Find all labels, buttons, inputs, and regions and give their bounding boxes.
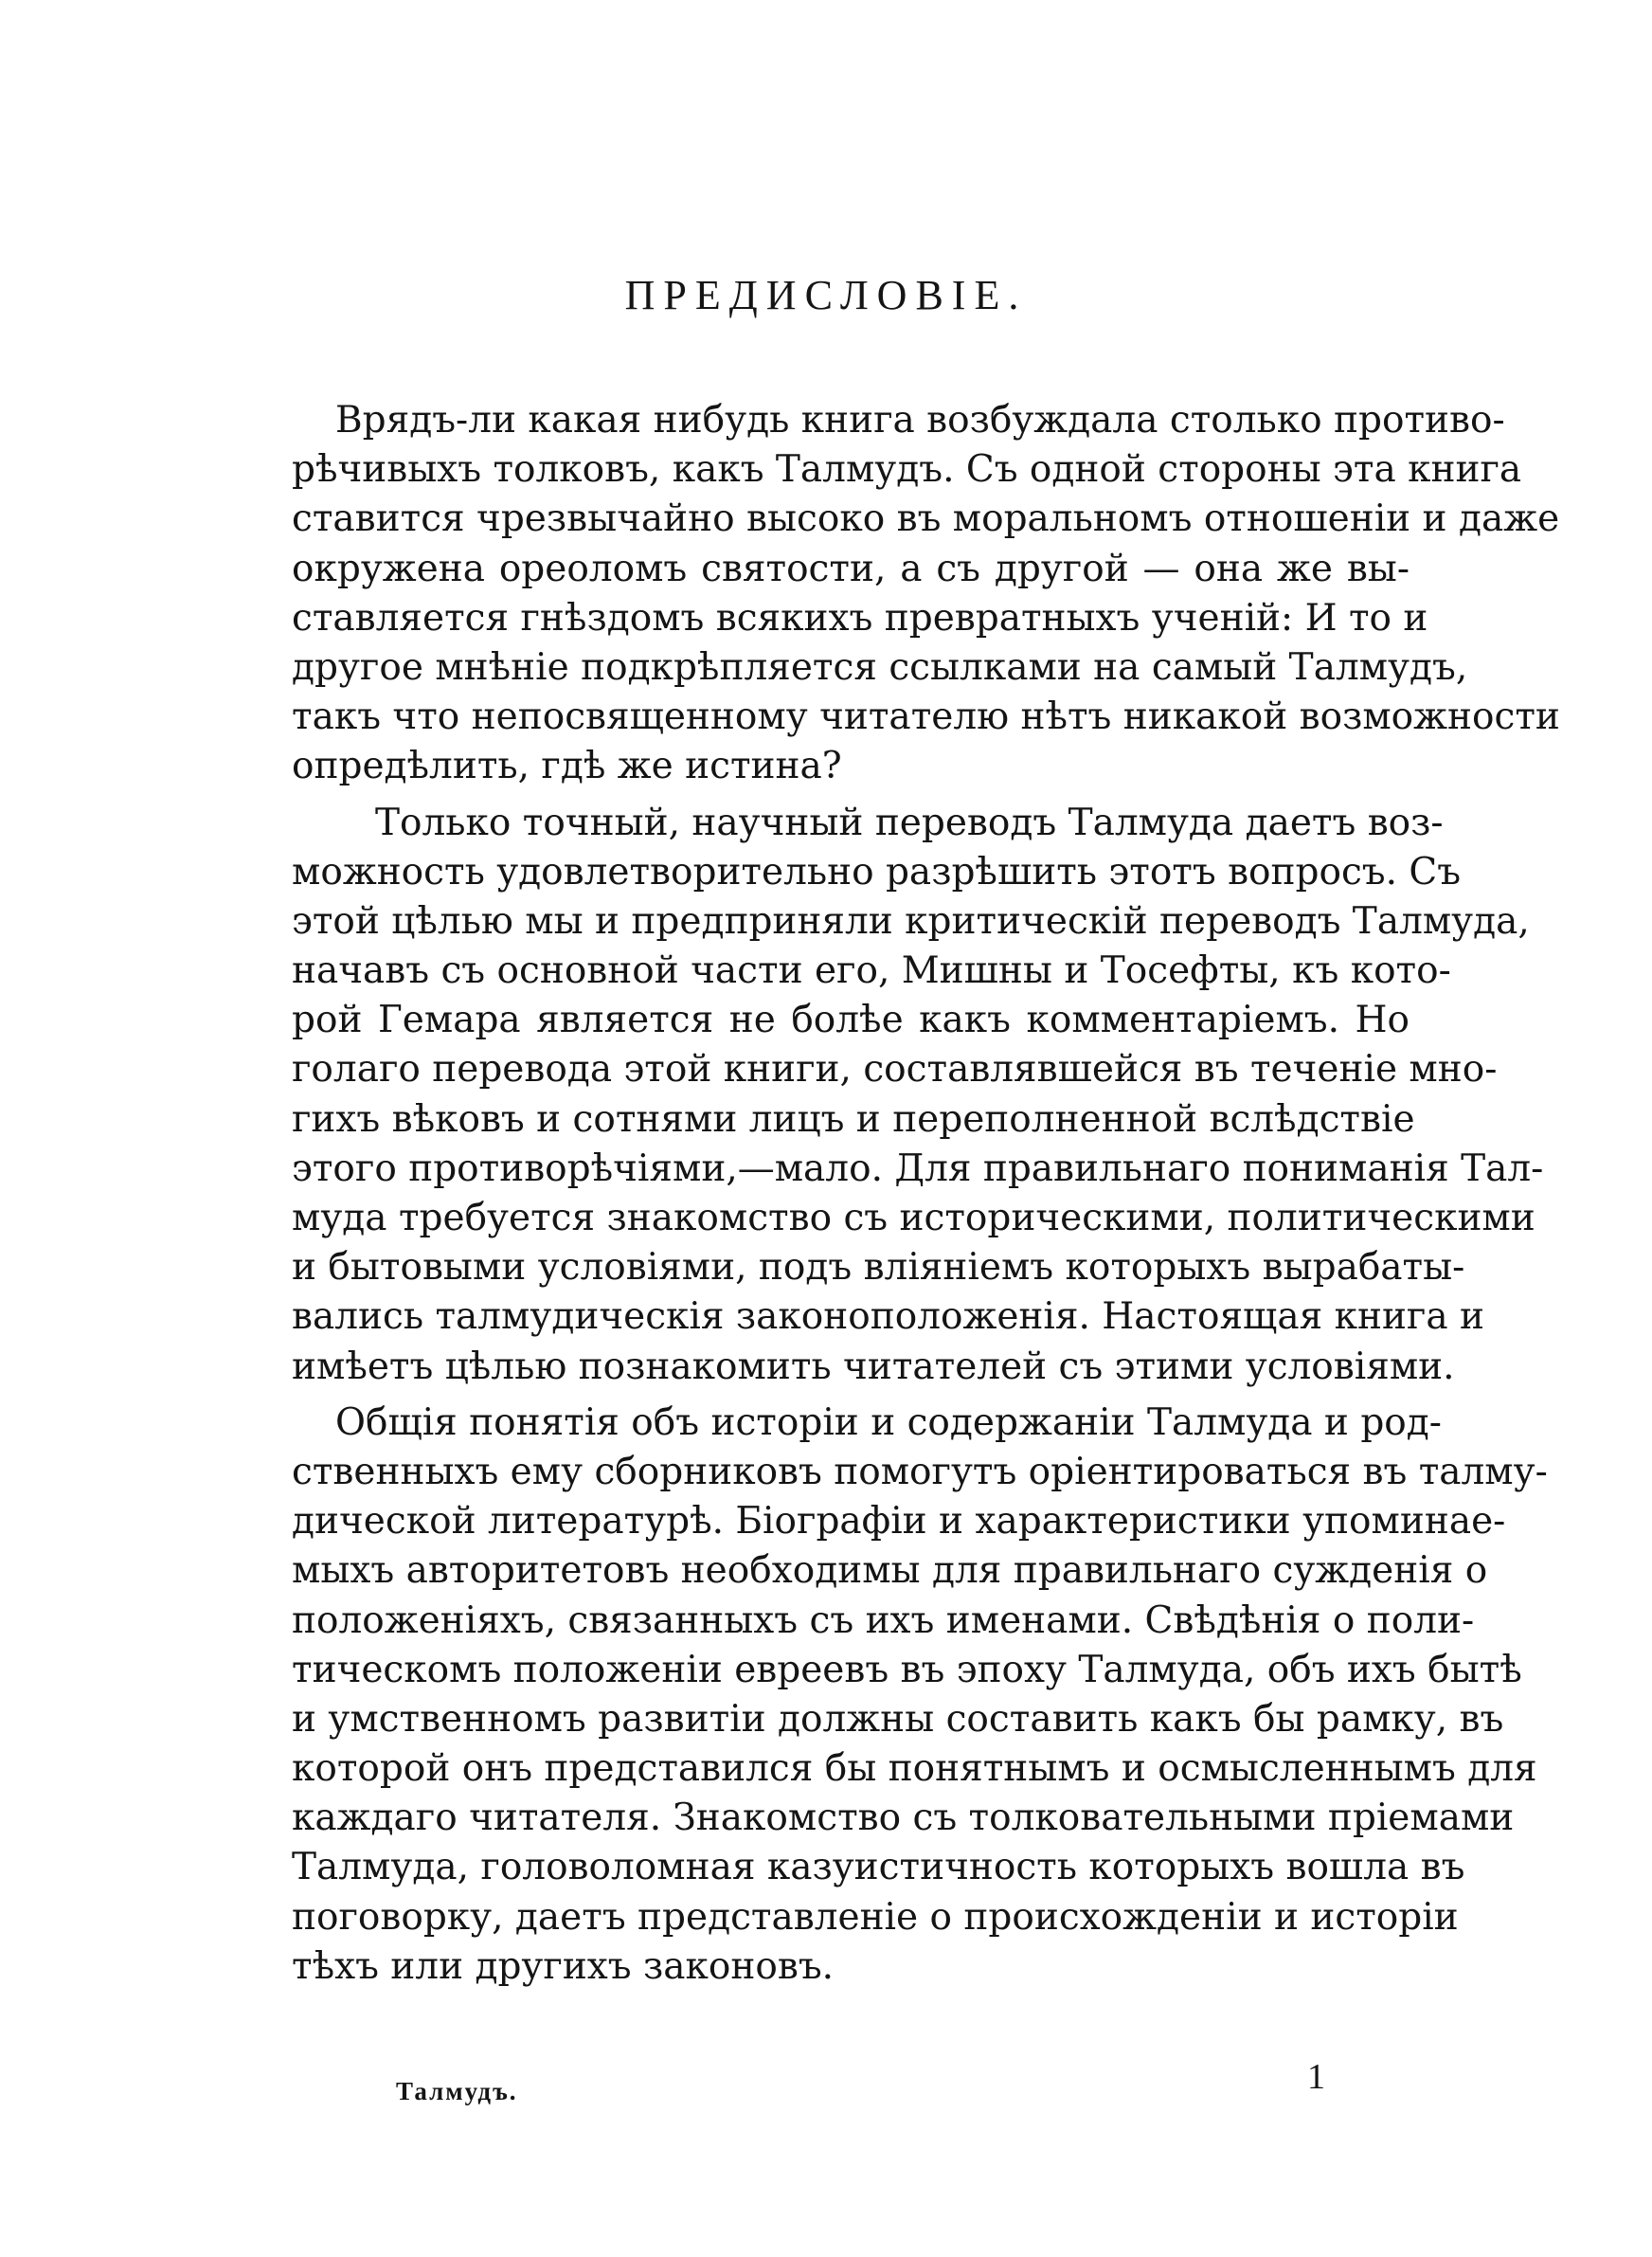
text-line: и умственномъ развитіи должны составить какъ бы рамку, въ [292,1697,1504,1741]
paragraph [292,396,1560,792]
text-line: рѣчивыхъ толковъ, какъ Талмудъ. Съ одной стороны эта книга [292,448,1522,492]
text-line: муда требуется знакомство съ историческими, политическими [292,1197,1535,1239]
text-line: голаго перевода этой книги, составлявшейся въ теченіе мно- [292,1048,1498,1092]
text-line: ставится чрезвычайно высоко въ моральномъ отношеніи и даже [292,497,1560,541]
body-text [292,396,1560,1992]
text-line: можность удовлетворительно разрѣшить этотъ вопросъ. Съ [292,850,1462,894]
text-line: тѣхъ или другихъ законовъ. [292,1944,835,1988]
text-line: которой онъ представился бы понятнымъ и осмысленнымъ для [292,1747,1537,1791]
text-line: поговорку, даетъ представленіе о происхожденіи и исторіи [292,1895,1459,1939]
text-line: начавъ съ основной части его, Мишны и Тосефты, къ кото- [292,949,1451,993]
text-line: такъ что непосвященному читателю нѣтъ никакой возможности [292,695,1560,739]
text-line: положеніяхъ, связанныхъ съ ихъ именами. Свѣдѣнія о поли- [292,1598,1475,1642]
page-title: ПРЕДИСЛОВІЕ. [624,272,1028,318]
signature-mark: Талмудъ. [396,2077,518,2105]
text-line: имѣетъ цѣлью познакомить читателей съ этими условіями. [292,1345,1455,1388]
paragraph [292,1399,1548,1992]
text-line: дической литературѣ. Біографіи и характеристики упоминае- [292,1500,1506,1544]
text-line: рой Гемара является не болѣе какъ комментаріемъ. Но [292,999,1410,1042]
text-line: Врядъ-ли какая нибудь книга возбуждала столько противо- [335,399,1505,442]
text-line: ставляется гнѣздомъ всякихъ превратныхъ ученій: И то и [292,596,1428,640]
text-line: и бытовыми условіями, подъ вліяніемъ которыхъ вырабаты- [292,1246,1465,1290]
text-line: другое мнѣніе подкрѣпляется ссылками на самый Талмудъ, [292,645,1468,689]
text-line: Талмуда, головоломная казуистичность которыхъ вошла въ [292,1846,1465,1889]
text-line: ственныхъ ему сборниковъ помогутъ оріентироваться въ талму- [292,1450,1548,1493]
text-line: гихъ вѣковъ и сотнями лицъ и переполненной вслѣдствіе [292,1097,1415,1141]
text-line: этой цѣлью мы и предприняли критическій переводъ Талмуда, [292,899,1530,943]
paragraph [292,799,1544,1392]
text-line: вались талмудическія законоположенія. Настоящая книга и [292,1295,1485,1339]
text-line: каждаго читателя. Знакомство съ толковательными пріемами [292,1797,1515,1840]
text-line: опредѣлить, гдѣ же истина? [292,745,842,788]
text-line: Общія понятія объ исторіи и содержаніи Талмуда и род- [335,1400,1442,1444]
text-line: этого противорѣчіями,—мало. Для правильнаго пониманія Тал- [292,1147,1544,1190]
page-number: 1 [1307,2057,1325,2097]
text-line: тическомъ положеніи евреевъ въ эпоху Талмуда, объ ихъ бытѣ [292,1648,1522,1691]
text-line: Только точный, научный переводъ Талмуда даетъ воз- [375,801,1444,844]
text-line: мыхъ авторитетовъ необходимы для правильнаго сужденія о [292,1549,1488,1593]
text-line: окружена ореоломъ святости, а съ другой — она же вы- [292,547,1410,590]
